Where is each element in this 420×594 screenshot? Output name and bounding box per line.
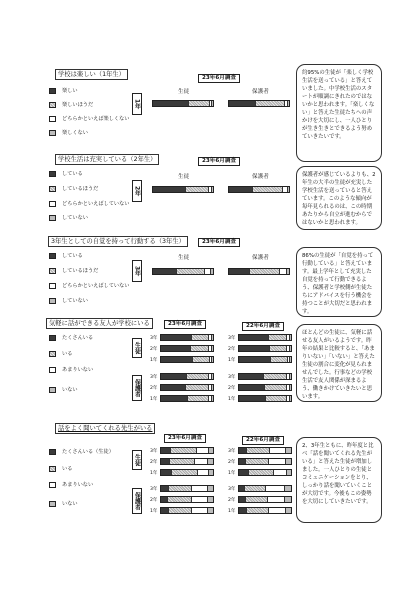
bar-segment (256, 101, 285, 106)
grade-row-label: 1年 (150, 471, 158, 476)
bar-segment (286, 508, 291, 513)
stacked-bar (238, 334, 292, 341)
parent-tag: 保護者 (132, 375, 142, 401)
bar-segment (153, 187, 186, 192)
section-title: 気軽に話ができる友人が学校にいる (46, 318, 153, 329)
section-title: 話をよく聞いてくれる先生がいる (55, 423, 155, 434)
legend-item: している (49, 170, 83, 177)
bar-segment (208, 486, 213, 491)
commentary-box: 2、3年生ともに、昨年度と比べ「話を聞いてくれる先生がいる」と答えた生徒が増加しました。一人ひとりの生徒とコミュニケーションをとり、しっかり話を聞いていくことが大切です。今後もこの姿勢を大切にしていきたいです。 (296, 437, 382, 523)
bar-segment (239, 374, 264, 379)
bar-segment (239, 508, 247, 513)
legend-item: していない (49, 214, 88, 221)
bar-segment (239, 497, 246, 502)
grade-row-label: 1年 (228, 471, 236, 476)
bar-segment (280, 269, 287, 274)
bar-segment (239, 470, 249, 475)
bar-segment (266, 396, 287, 401)
bar-segment (161, 385, 186, 390)
grade-tag: 3年 (132, 260, 142, 282)
survey-date: 22年6月調査 (242, 322, 284, 331)
bar-segment (171, 448, 197, 453)
student-tag: 生徒 (132, 450, 142, 470)
bar-segment (246, 459, 269, 464)
commentary-box: 86%の生徒が「自覚を持って行動している」と答えています。最上学年として充実した自覚を持って行動できるよう、保護者と学校側が生徒たちにアドバイスを行う機会を持つことが大切だと思われます。 (296, 247, 382, 317)
stacked-bar (160, 334, 214, 341)
stacked-bar (228, 186, 290, 193)
commentary-box: 約95%の生徒が「楽しく学校生活を送っている」と答えていました。中学校生活のスタートが順調にきれたのではないかと思われます。「楽しくない」と答えた生徒たちへの声かけを大切にし、一人ひとりが生き生きとできるよう努めていきたいです。 (296, 64, 382, 162)
stacked-bar (238, 373, 292, 380)
bar-segment (239, 335, 269, 340)
grade-row-label: 2年 (228, 460, 236, 465)
bar-segment (290, 385, 291, 390)
stacked-bar (238, 496, 292, 503)
bar-segment (270, 346, 287, 351)
bar-segment (192, 335, 209, 340)
grade-row-label: 1年 (228, 397, 236, 402)
stacked-bar (238, 345, 292, 352)
legend-item: いない (49, 386, 78, 393)
stacked-bar (160, 496, 214, 503)
student-column-label: 生徒 (178, 89, 190, 95)
bar-segment (290, 374, 291, 379)
bar-segment (268, 497, 286, 502)
grade-row-label: 2年 (228, 386, 236, 391)
bar-segment (239, 357, 271, 362)
grade-row-label: 2年 (150, 498, 158, 503)
stacked-bar (160, 384, 214, 391)
survey-date: 22年6月調査 (242, 436, 284, 445)
bar-segment (229, 101, 256, 106)
legend-item: いる (49, 350, 72, 357)
bar-segment (229, 269, 250, 274)
legend-item: しているほうだ (49, 185, 98, 192)
student-tag: 生徒 (132, 338, 142, 358)
bar-segment (264, 374, 286, 379)
section-title: 学校生活は充実している（2年生） (55, 154, 159, 165)
bar-segment (290, 346, 291, 351)
bar-segment (212, 101, 213, 106)
grade-row-label: 3年 (228, 375, 236, 380)
bar-segment (187, 374, 209, 379)
bar-segment (212, 396, 213, 401)
bar-segment (286, 448, 291, 453)
bar-segment (286, 459, 291, 464)
survey-date: 23年6月調査 (198, 157, 240, 166)
stacked-bar (238, 384, 292, 391)
bar-segment (197, 448, 208, 453)
bar-segment (245, 486, 266, 491)
bar-segment (271, 357, 288, 362)
stacked-bar (160, 395, 214, 402)
grade-row-label: 1年 (150, 358, 158, 363)
stacked-bar (160, 485, 214, 492)
stacked-bar (160, 469, 214, 476)
bar-segment (191, 346, 209, 351)
bar-segment (195, 459, 208, 464)
stacked-bar (160, 507, 214, 514)
legend-item: どちらかといえばしていない (49, 282, 129, 289)
bar-segment (169, 486, 192, 491)
legend-item: たくさんいる（生徒） (49, 448, 114, 455)
grade-row-label: 2年 (228, 498, 236, 503)
bar-segment (253, 187, 283, 192)
grade-row-label: 1年 (228, 358, 236, 363)
bar-segment (208, 497, 213, 502)
stacked-bar (160, 447, 214, 454)
bar-segment (247, 448, 270, 453)
parent-column-label: 保護者 (252, 174, 269, 180)
grade-row-label: 1年 (150, 509, 158, 514)
bar-segment (266, 486, 285, 491)
legend-item: どちらかといえば楽しくない (49, 115, 129, 122)
stacked-bar (152, 100, 214, 107)
stacked-bar (160, 373, 214, 380)
grade-row-label: 1年 (150, 397, 158, 402)
grade-tag: 1年 (132, 93, 142, 115)
survey-date: 23年6月調査 (198, 238, 240, 247)
grade-row-label: 3年 (228, 336, 236, 341)
stacked-bar (228, 268, 290, 275)
bar-segment (161, 396, 188, 401)
stacked-bar (152, 268, 214, 275)
student-column-label: 生徒 (178, 255, 190, 261)
bar-segment (274, 470, 286, 475)
grade-row-label: 2年 (150, 347, 158, 352)
bar-segment (211, 269, 213, 274)
legend-item: どちらかといえばしていない (49, 200, 129, 207)
bar-segment (161, 346, 191, 351)
grade-row-label: 3年 (228, 487, 236, 492)
bar-segment (186, 385, 209, 390)
bar-segment (161, 459, 170, 464)
bar-segment (161, 448, 171, 453)
stacked-bar (238, 458, 292, 465)
stacked-bar (160, 356, 214, 363)
bar-segment (239, 396, 266, 401)
bar-segment (270, 448, 286, 453)
grade-row-label: 3年 (150, 375, 158, 380)
bar-segment (285, 486, 291, 491)
bar-segment (290, 357, 291, 362)
survey-date: 23年6月調査 (164, 320, 206, 329)
grade-tag: 2年 (132, 180, 142, 202)
bar-segment (209, 448, 213, 453)
bar-segment (161, 470, 172, 475)
bar-segment (198, 470, 208, 475)
bar-segment (212, 374, 213, 379)
bar-segment (269, 508, 286, 513)
bar-segment (186, 187, 209, 192)
bar-segment (212, 357, 213, 362)
stacked-bar (238, 395, 292, 402)
bar-segment (193, 357, 210, 362)
bar-segment (153, 269, 177, 274)
bar-segment (208, 508, 213, 513)
bar-segment (192, 486, 208, 491)
legend-item: あまりいない (49, 366, 93, 373)
grade-row-label: 2年 (228, 347, 236, 352)
bar-segment (209, 470, 213, 475)
survey-date: 23年6月調査 (198, 74, 240, 83)
bar-segment (188, 396, 209, 401)
legend-item: している (49, 252, 83, 259)
bar-segment (192, 497, 208, 502)
bar-segment (212, 335, 213, 340)
section-title: 3年生としての自覚を持って行動する（3年生） (48, 236, 188, 247)
bar-segment (172, 470, 198, 475)
bar-segment (170, 459, 195, 464)
bar-segment (161, 497, 168, 502)
bar-segment (161, 486, 169, 491)
bar-segment (287, 470, 291, 475)
legend-item: 楽しい (49, 87, 78, 94)
stacked-bar (160, 345, 214, 352)
stacked-bar (238, 447, 292, 454)
bar-segment (168, 497, 192, 502)
bar-segment (208, 459, 213, 464)
stacked-bar (238, 507, 292, 514)
stacked-bar (160, 458, 214, 465)
bar-segment (239, 385, 265, 390)
bar-segment (269, 335, 287, 340)
legend-item: 楽しくない (49, 129, 88, 136)
bar-segment (192, 508, 208, 513)
bar-segment (287, 269, 289, 274)
bar-segment (250, 269, 280, 274)
bar-segment (161, 508, 169, 513)
bar-segment (239, 346, 270, 351)
bar-segment (212, 187, 213, 192)
stacked-bar (238, 469, 292, 476)
bar-segment (212, 385, 213, 390)
parent-column-label: 保護者 (252, 255, 269, 261)
bar-segment (246, 497, 268, 502)
bar-segment (161, 335, 192, 340)
bar-segment (189, 101, 210, 106)
legend-item: していない (49, 297, 88, 304)
parent-column-label: 保護者 (252, 89, 269, 95)
stacked-bar (228, 100, 290, 107)
stacked-bar (238, 356, 292, 363)
commentary-box: ほとんどの生徒に、気軽に話せる友人がいるようです。昨年の結果と比較すると、「あまりいない」「いない」と答えた生徒の割合に変化が見られませんでした。行事などの学校生活で友人関係が深まるよう、働きかけていきたいと思います。 (296, 324, 382, 402)
survey-date: 23年6月調査 (164, 434, 206, 443)
parent-tag: 保護者 (132, 488, 142, 514)
bar-segment (288, 187, 289, 192)
bar-segment (288, 101, 289, 106)
stacked-bar (238, 485, 292, 492)
legend-item: いない (49, 500, 78, 507)
legend-item: いる (49, 465, 72, 472)
grade-row-label: 2年 (150, 460, 158, 465)
bar-segment (269, 459, 286, 464)
bar-segment (177, 269, 205, 274)
commentary-box: 保護者が感じているよりも、2年生の大半の生徒が充実した学校生活を送っていると答えています。このような傾向が毎年見られるのは、この時期あたりから自立が進むからではないかと思われます。 (296, 166, 382, 230)
grade-row-label: 2年 (150, 386, 158, 391)
grade-row-label: 3年 (150, 336, 158, 341)
grade-row-label: 3年 (150, 449, 158, 454)
stacked-bar (152, 186, 214, 193)
bar-segment (205, 269, 212, 274)
legend-item: しているほうだ (49, 267, 98, 274)
student-column-label: 生徒 (178, 174, 190, 180)
legend-item: たくさんいる (49, 334, 93, 341)
bar-segment (161, 374, 187, 379)
bar-segment (161, 357, 193, 362)
section-title: 学校は楽しい（1年生） (55, 69, 128, 80)
bar-segment (290, 335, 291, 340)
grade-row-label: 3年 (228, 449, 236, 454)
bar-segment (229, 187, 253, 192)
bar-segment (239, 459, 246, 464)
legend-item: あまりいない (49, 481, 93, 488)
bar-segment (247, 508, 269, 513)
bar-segment (153, 101, 189, 106)
bar-segment (169, 508, 192, 513)
legend-item: 楽しいほうだ (49, 101, 93, 108)
bar-segment (249, 470, 274, 475)
bar-segment (239, 448, 247, 453)
bar-segment (212, 346, 213, 351)
bar-segment (290, 396, 291, 401)
grade-row-label: 3年 (150, 487, 158, 492)
bar-segment (285, 497, 291, 502)
bar-segment (265, 385, 287, 390)
grade-row-label: 1年 (228, 509, 236, 514)
